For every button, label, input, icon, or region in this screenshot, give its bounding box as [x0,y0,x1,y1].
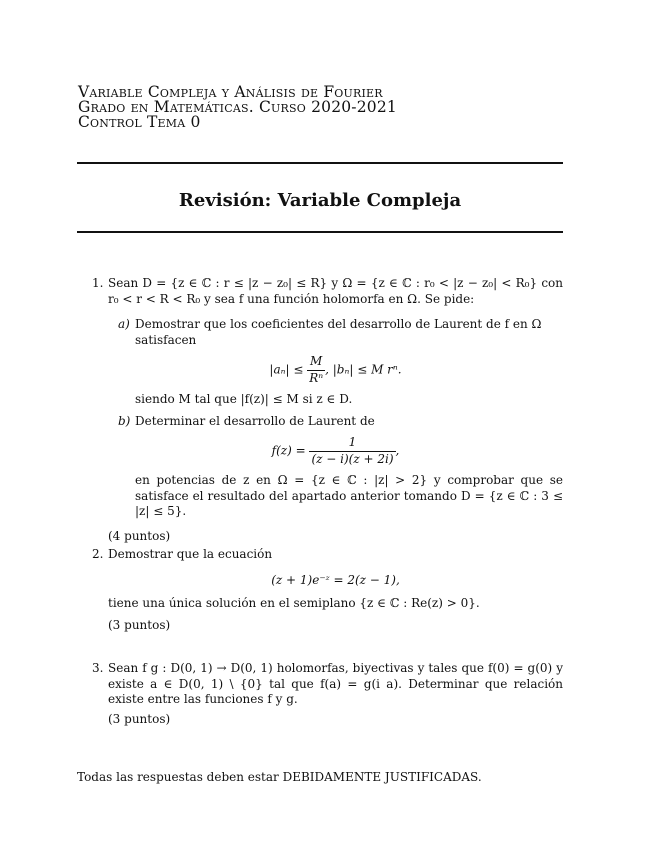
fraction: $\frac{M}{\text{Rⁿ}}$ [309,354,324,385]
document-header [78,85,397,130]
points-label: (3 puntos) [108,617,171,632]
top-rule [77,162,563,164]
points-label: (3 puntos) [108,711,171,726]
problem-intro: Sean f g : D(0, 1) → D(0, 1) holomorfas, biyectivas y tales que f(0) = g(0) y existe a ∈ D(0, 1) \ {0} tal que f(a) = g(i a). Determinar que relación existe entre las funciones f y g. [108,661,563,706]
part-after-text: en potencias de z en Ω = {z ∈ ℂ : |z| > 2} y comprobar que se satisface el resultado del apartado anterior tomando D = {z ∈ ℂ : 3 ≤ |z| ≤ 5}. [135,473,563,518]
bottom-rule [77,231,563,233]
problem-number: 3. [92,661,104,675]
problem-1 [77,276,563,544]
points-label: (4 puntos) [108,528,171,543]
part-text: Demostrar que los coeficientes del desarrollo de Laurent de f en Ω satisfacen [135,317,542,347]
course-title: Variable Compleja y Análisis de Fourier [78,83,383,101]
coefficient-bound-equation: |aₙ| ≤ $\frac{M}{\text{Rⁿ}}$ , |bₙ| ≤ M rⁿ. [269,354,402,385]
control-line: Control Tema 0 [78,113,201,131]
page-title: Revisión: Variable Compleja [178,190,462,211]
problem-3 [77,661,563,727]
problem-number: 2. [92,547,104,561]
problem-number: 1. [92,276,104,290]
function-equation: f(z) = $\frac{1}{(z - i)(z + 2i)}$ , [271,435,400,466]
part-b [108,414,563,520]
part-after-text: siendo M tal que |f(z)| ≤ M si z ∈ D. [135,392,353,406]
degree-line: Grado en Matemáticas. Curso 2020-2021 [78,98,397,116]
part-label: a) [118,317,130,331]
problem-intro: Demostrar que la ecuación [108,547,273,561]
equation: (z + 1)e⁻ᶻ = 2(z − 1), [271,572,400,587]
fraction: $\frac{1}{(z - i)(z + 2i)}$ [311,435,394,466]
problem-after-text: tiene una única solución en el semiplano {z ∈ ℂ : Re(z) > 0}. [108,596,480,610]
part-label: b) [118,413,131,428]
problem-intro: Sean D = {z ∈ ℂ : r ≤ |z − z₀| ≤ R} y Ω = {z ∈ ℂ : r₀ < |z − z₀| < R₀} con r₀ < r < R < R₀ y sea f una función holomorfa en Ω. Se pide: [108,276,563,306]
part-a [108,317,563,408]
footer-note: Todas las respuestas deben estar DEBIDAMENTE JUSTIFICADAS. [77,770,482,784]
part-text: Determinar el desarrollo de Laurent de [135,413,375,428]
problem-2 [77,547,563,633]
